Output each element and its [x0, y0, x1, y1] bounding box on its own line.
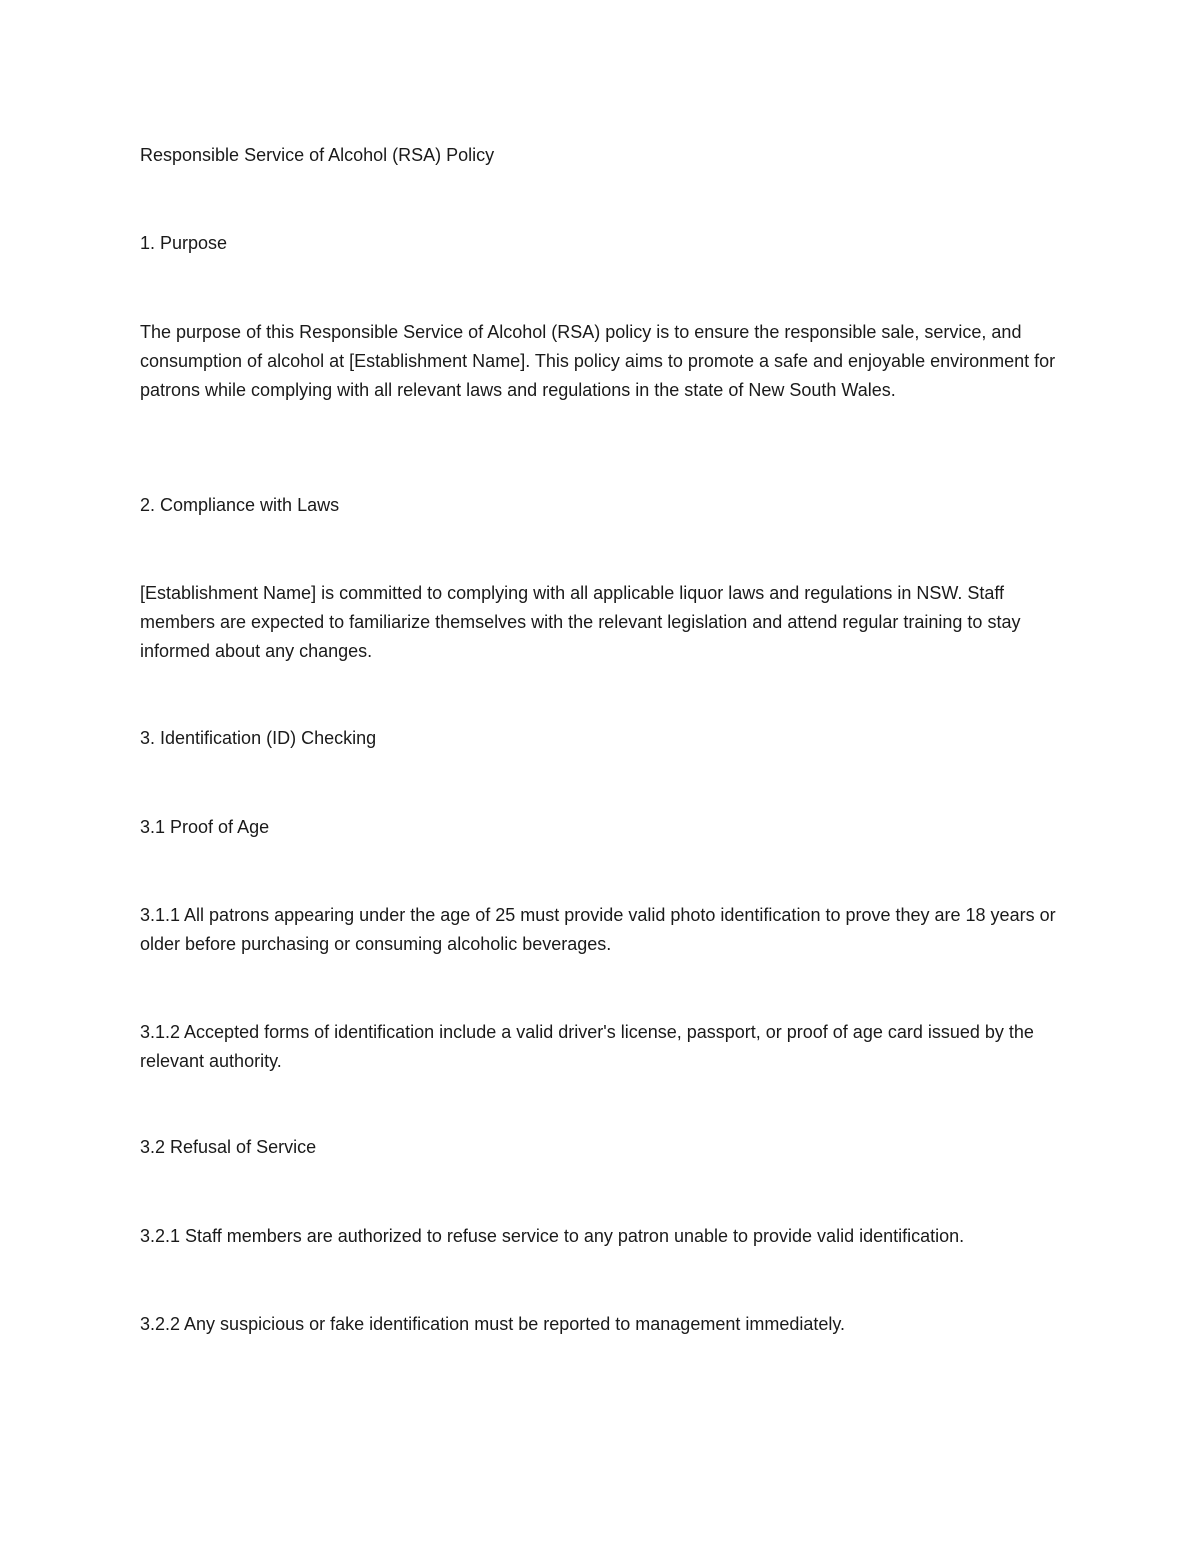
section-heading-id-checking: 3. Identification (ID) Checking [140, 728, 377, 748]
subsection-heading-refusal: 3.2 Refusal of Service [140, 1137, 317, 1157]
document-title: Responsible Service of Alcohol (RSA) Policy [140, 145, 495, 165]
section-heading-purpose: 1. Purpose [140, 233, 228, 253]
clause-3-2-1: 3.2.1 Staff members are authorized to refuse service to any patron unable to provide valid identification. [140, 1226, 965, 1246]
clause-3-1-1: 3.1.1 All patrons appearing under the age of 25 must provide valid photo identification to prove they are 18 years or older before purchasing or consuming alcoholic beverages. [140, 905, 1056, 954]
section-heading-compliance: 2. Compliance with Laws [140, 495, 340, 515]
section-body-compliance: [Establishment Name] is committed to complying with all applicable liquor laws and regulations in NSW. Staff members are expected to familiarize themselves with the relevant legislation and attend regular training to stay informed about any changes. [140, 583, 1021, 661]
clause-3-1-2: 3.1.2 Accepted forms of identification include a valid driver's license, passport, or proof of age card issued by the relevant authority. [140, 1022, 1034, 1071]
section-body-purpose: The purpose of this Responsible Service of Alcohol (RSA) policy is to ensure the responsible sale, service, and consumption of alcohol at [Establishment Name]. This policy aims to promote a safe and enjoyable environment for patrons while complying with all relevant laws and regulations in the state of New South Wales. [140, 322, 1056, 400]
clause-3-2-2: 3.2.2 Any suspicious or fake identification must be reported to management immediately. [140, 1314, 846, 1334]
subsection-heading-proof-of-age: 3.1 Proof of Age [140, 817, 270, 837]
